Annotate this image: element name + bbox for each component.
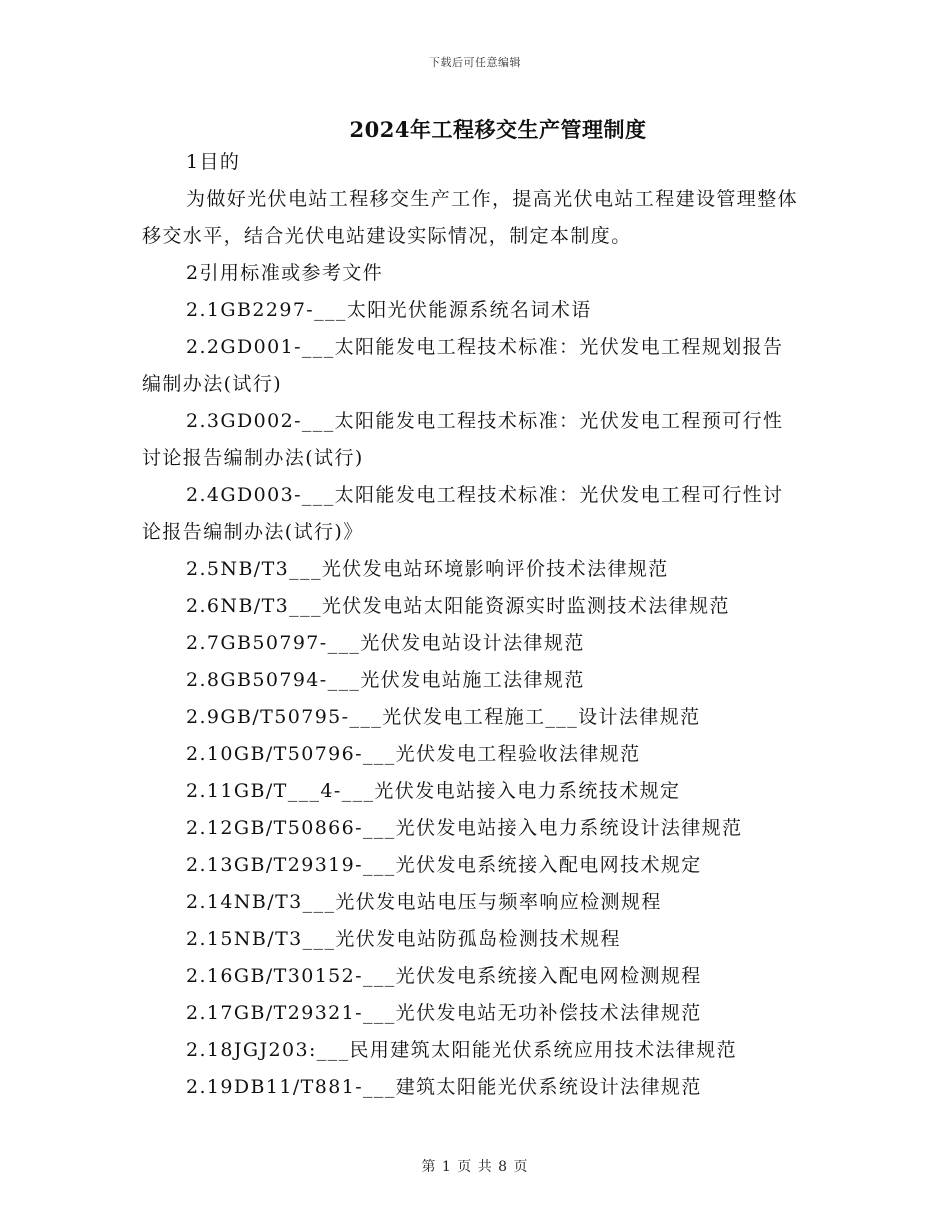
reference-item: 2.10GB/T50796-___光伏发电工程验收法律规范 <box>186 743 641 765</box>
document-body <box>142 144 802 1106</box>
document-title: 2024年工程移交生产管理制度 <box>349 117 647 142</box>
section-heading-purpose: 1目的 <box>186 151 241 173</box>
reference-item: 2.7GB50797-___光伏发电站设计法律规范 <box>186 632 585 654</box>
reference-item: 2.13GB/T29319-___光伏发电系统接入配电网技术规定 <box>186 854 702 876</box>
reference-item: 2.1GB2297-___太阳光伏能源系统名词术语 <box>186 299 592 321</box>
reference-item: 2.11GB/T___4-___光伏发电站接入电力系统技术规定 <box>186 780 681 802</box>
reference-item: 2.4GD003-___太阳能发电工程技术标准：光伏发电工程可行性讨论报告编制办法(试行)》 <box>142 484 784 543</box>
header-note: 下载后可任意编辑 <box>429 56 521 69</box>
reference-item: 2.8GB50794-___光伏发电站施工法律规范 <box>186 669 585 691</box>
reference-item: 2.3GD002-___太阳能发电工程技术标准：光伏发电工程预可行性讨论报告编制办法(试行) <box>142 410 784 469</box>
reference-item: 2.19DB11/T881-___建筑太阳能光伏系统设计法律规范 <box>186 1076 702 1098</box>
reference-item: 2.9GB/T50795-___光伏发电工程施工___设计法律规范 <box>186 706 701 728</box>
reference-item: 2.14NB/T3___光伏发电站电压与频率响应检测规程 <box>186 891 662 913</box>
reference-item: 2.5NB/T3___光伏发电站环境影响评价技术法律规范 <box>186 558 669 580</box>
reference-item: 2.17GB/T29321-___光伏发电站无功补偿技术法律规范 <box>186 1002 702 1024</box>
reference-item: 2.6NB/T3___光伏发电站太阳能资源实时监测技术法律规范 <box>186 595 730 617</box>
reference-item: 2.15NB/T3___光伏发电站防孤岛检测技术规程 <box>186 928 621 950</box>
reference-item: 2.18JGJ203:___民用建筑太阳能光伏系统应用技术法律规范 <box>186 1039 738 1061</box>
page-number-footer: 第 1 页 共 8 页 <box>421 1159 529 1175</box>
reference-item: 2.2GD001-___太阳能发电工程技术标准：光伏发电工程规划报告编制办法(试行) <box>142 336 784 395</box>
section-heading-references: 2引用标准或参考文件 <box>186 262 384 284</box>
paragraph-purpose: 为做好光伏电站工程移交生产工作，提高光伏电站工程建设管理整体移交水平，结合光伏电站建设实际情况，制定本制度。 <box>142 188 799 247</box>
reference-item: 2.16GB/T30152-___光伏发电系统接入配电网检测规程 <box>186 965 702 987</box>
reference-item: 2.12GB/T50866-___光伏发电站接入电力系统设计法律规范 <box>186 817 743 839</box>
